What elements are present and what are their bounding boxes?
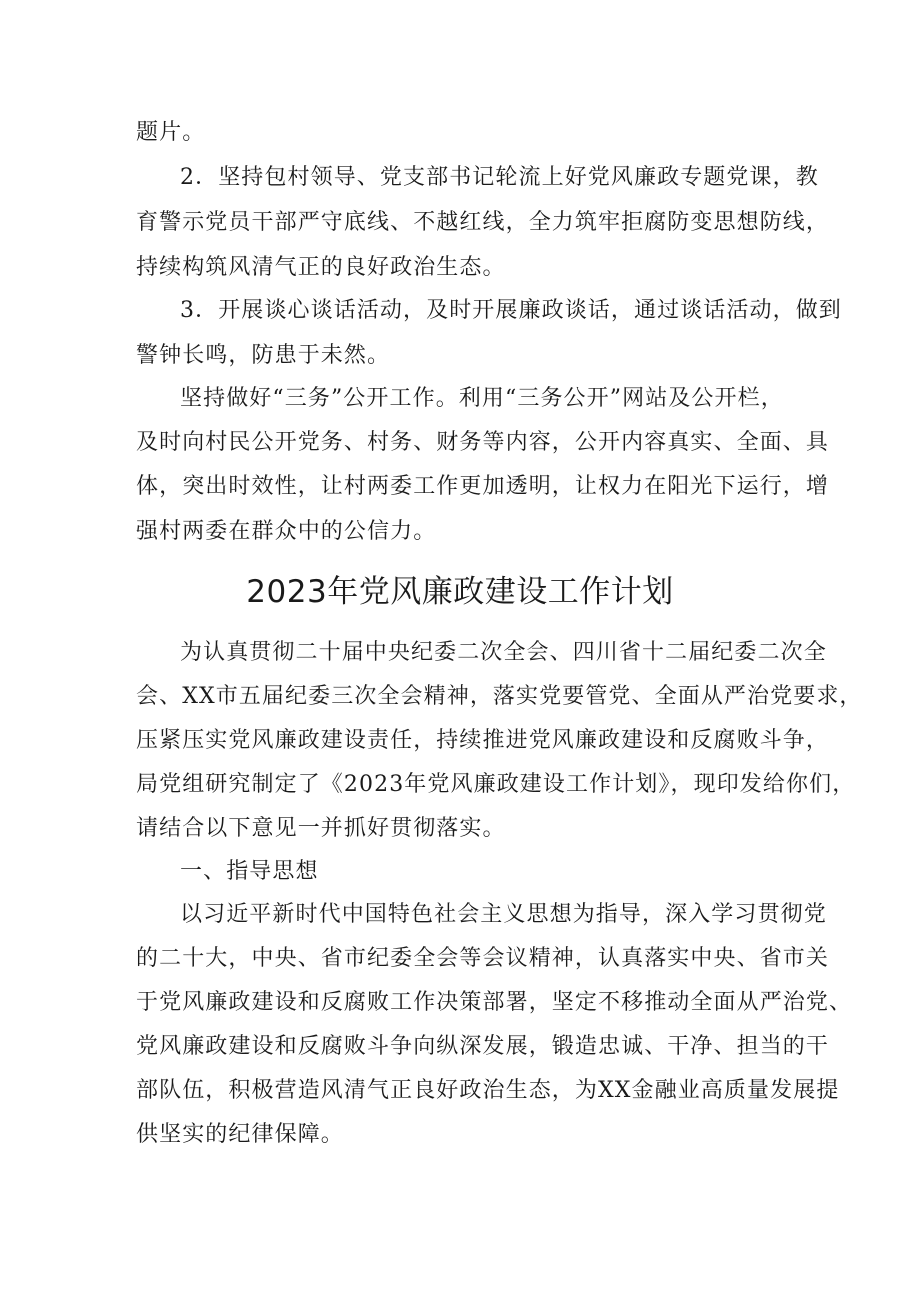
paragraph-line: 警钟长鸣，防患于未然。 — [136, 343, 391, 368]
section-heading: 一、指导思想 — [180, 859, 319, 884]
paragraph-line: 育警示党员干部严守底线、不越红线，全力筑牢拒腐防变思想防线， — [136, 210, 830, 235]
paragraph-line: 2．坚持包村领导、党支部书记轮流上好党风廉政专题党课，教 — [180, 165, 819, 190]
paragraph-line: 于党风廉政建设和反腐败工作决策部署，坚定不移推动全面从严治党、 — [136, 990, 853, 1015]
paragraph-line: 3．开展谈心谈话活动，及时开展廉政谈话，通过谈话活动，做到 — [180, 298, 842, 323]
paragraph-line: 坚持做好“三务”公开工作。利用“三务公开”网站及公开栏， — [180, 386, 784, 411]
paragraph-line: 会、XX市五届纪委三次全会精神，落实党要管党、全面从严治党要求， — [136, 684, 863, 709]
paragraph-line: 持续构筑风清气正的良好政治生态。 — [136, 255, 506, 280]
paragraph-line: 党风廉政建设和反腐败斗争向纵深发展，锻造忠诚、干净、担当的干 — [136, 1034, 830, 1059]
paragraph-line: 体，突出时效性，让村两委工作更加透明，让权力在阳光下运行，增 — [136, 474, 830, 499]
paragraph-line: 部队伍，积极营造风清气正良好政治生态，为XX金融业高质量发展提 — [136, 1078, 840, 1103]
paragraph-line: 题片。 — [136, 120, 206, 145]
paragraph-line: 的二十大，中央、省市纪委全会等会议精神，认真落实中央、省市关 — [136, 946, 830, 971]
paragraph-line: 局党组研究制定了《2023年党风廉政建设工作计划》，现印发给你们， — [136, 772, 856, 797]
paragraph-line: 强村两委在群众中的公信力。 — [136, 519, 437, 544]
document-title: 2023年党风廉政建设工作计划 — [246, 574, 674, 610]
paragraph-line: 及时向村民公开党务、村务、财务等内容，公开内容真实、全面、具 — [136, 430, 830, 455]
paragraph-line: 供坚实的纪律保障。 — [136, 1122, 344, 1147]
paragraph-line: 压紧压实党风廉政建设责任，持续推进党风廉政建设和反腐败斗争， — [136, 728, 830, 753]
paragraph-line: 为认真贯彻二十届中央纪委二次全会、四川省十二届纪委二次全 — [180, 640, 827, 665]
paragraph-line: 请结合以下意见一并抓好贯彻落实。 — [136, 816, 506, 841]
paragraph-line: 以习近平新时代中国特色社会主义思想为指导，深入学习贯彻党 — [180, 902, 827, 927]
